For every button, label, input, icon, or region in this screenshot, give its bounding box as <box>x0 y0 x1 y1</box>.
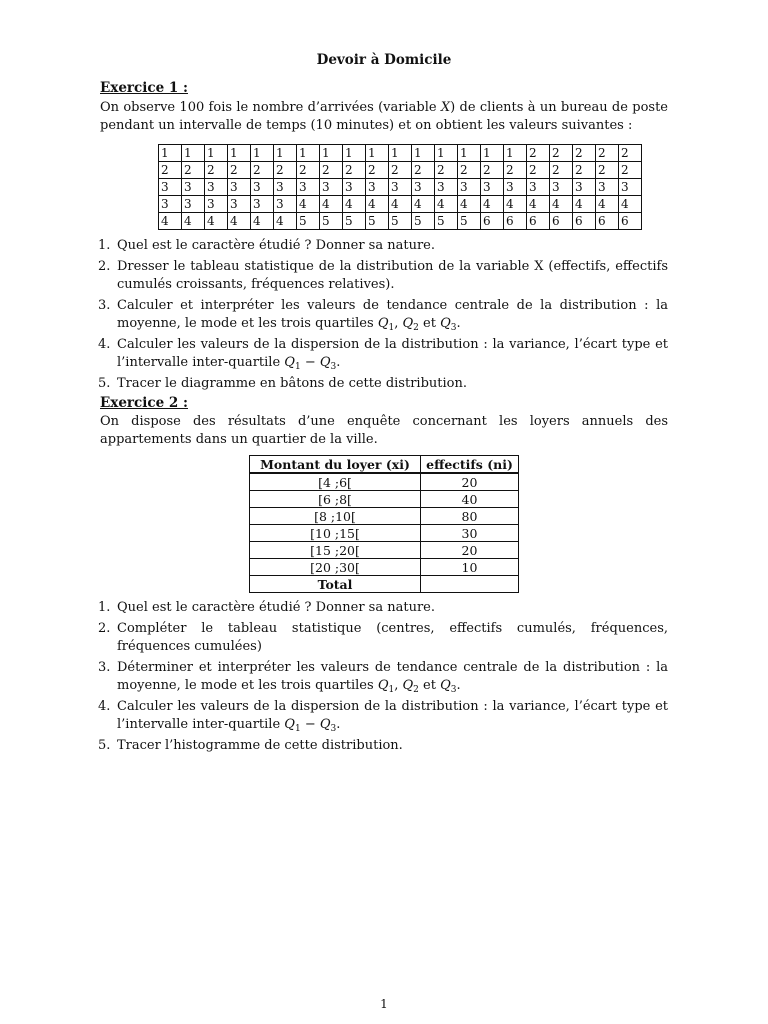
observation-cell: 4 <box>435 196 458 213</box>
observation-cell: 4 <box>573 196 596 213</box>
math-q: Q <box>319 355 331 370</box>
observations-table <box>158 144 642 230</box>
observation-cell: 2 <box>159 162 182 179</box>
observation-cell: 5 <box>435 213 458 230</box>
period: . <box>336 717 341 732</box>
observation-cell: 3 <box>481 179 504 196</box>
question-text: Tracer l’histogramme de cette distribution. <box>117 738 403 753</box>
observation-cell: 2 <box>527 145 550 162</box>
observation-cell: 2 <box>412 162 435 179</box>
observation-cell: 1 <box>205 145 228 162</box>
class-interval: [20 ;30[ <box>250 559 421 576</box>
total-label: Total <box>250 576 421 593</box>
observation-cell: 2 <box>228 162 251 179</box>
observation-cell: 3 <box>251 196 274 213</box>
observation-cell: 1 <box>389 145 412 162</box>
observation-cell: 4 <box>274 213 297 230</box>
observation-cell: 5 <box>320 213 343 230</box>
observation-cell: 3 <box>205 179 228 196</box>
question-item <box>98 336 668 372</box>
question-item <box>98 297 668 333</box>
table-row <box>159 179 642 196</box>
observation-cell: 1 <box>458 145 481 162</box>
question-number: 3. <box>98 298 111 313</box>
question-number: 4. <box>98 699 111 714</box>
observation-cell: 2 <box>550 162 573 179</box>
math-subscript: 2 <box>413 685 419 695</box>
observation-cell: 2 <box>596 145 619 162</box>
period: . <box>456 678 461 693</box>
observation-cell: 3 <box>182 196 205 213</box>
observation-cell: 6 <box>504 213 527 230</box>
math-subscript: 1 <box>294 362 301 372</box>
frequency: 80 <box>421 508 519 525</box>
observation-cell: 2 <box>205 162 228 179</box>
class-interval: [8 ;10[ <box>250 508 421 525</box>
observation-cell: 4 <box>205 213 228 230</box>
separator: et <box>418 316 441 331</box>
observation-cell: 3 <box>596 179 619 196</box>
table-row <box>250 473 519 491</box>
observation-cell: 2 <box>619 162 642 179</box>
observation-cell: 3 <box>228 196 251 213</box>
observation-cell: 4 <box>596 196 619 213</box>
question-text: Dresser le tableau statistique de la distribution de la variable X (effectifs, effectifs cumulés croissants, fréquences relatives). <box>117 259 668 292</box>
observation-cell: 3 <box>251 179 274 196</box>
observation-cell: 4 <box>389 196 412 213</box>
math-q: Q <box>402 678 414 693</box>
observation-cell: 2 <box>550 145 573 162</box>
class-interval: [10 ;15[ <box>250 525 421 542</box>
math-subscript: 3 <box>330 724 337 734</box>
question-item <box>98 659 668 695</box>
observation-cell: 3 <box>504 179 527 196</box>
header-effectifs: effectifs (ni) <box>421 456 519 474</box>
math-subscript: 3 <box>450 323 457 333</box>
observation-cell: 4 <box>412 196 435 213</box>
exercice-2-heading: Exercice 2 : <box>100 395 188 411</box>
observation-cell: 2 <box>343 162 366 179</box>
observation-cell: 4 <box>228 213 251 230</box>
observation-cell: 6 <box>550 213 573 230</box>
question-text: Tracer le diagramme en bâtons de cette distribution. <box>117 376 467 391</box>
question-item <box>98 375 668 393</box>
question-number: 4. <box>98 337 111 352</box>
question-text: Calculer les valeurs de la dispersion de la distribution : la variance, l’écart type et l’intervalle inter-quartile <box>117 337 668 370</box>
observation-cell: 4 <box>343 196 366 213</box>
observation-cell: 1 <box>435 145 458 162</box>
question-text: Compléter le tableau statistique (centres, effectifs cumulés, fréquences, fréquences cumulées) <box>117 621 668 654</box>
observation-cell: 1 <box>504 145 527 162</box>
math-subscript: 2 <box>413 323 419 333</box>
observation-cell: 4 <box>458 196 481 213</box>
total-value <box>421 576 519 593</box>
observation-cell: 1 <box>251 145 274 162</box>
observation-cell: 2 <box>504 162 527 179</box>
observation-cell: 5 <box>412 213 435 230</box>
observation-cell: 2 <box>458 162 481 179</box>
exercice-1-questions <box>98 237 668 396</box>
question-number: 5. <box>98 376 111 391</box>
question-item <box>98 258 668 294</box>
observation-cell: 2 <box>274 162 297 179</box>
observation-cell: 3 <box>412 179 435 196</box>
exercice-1-intro <box>100 99 668 135</box>
observation-cell: 2 <box>573 162 596 179</box>
observation-cell: 2 <box>435 162 458 179</box>
observation-cell: 6 <box>573 213 596 230</box>
observation-cell: 3 <box>435 179 458 196</box>
page-number: 1 <box>380 997 388 1011</box>
observation-cell: 3 <box>550 179 573 196</box>
observation-cell: 3 <box>458 179 481 196</box>
question-text: Calculer les valeurs de la dispersion de la distribution : la variance, l’écart type et l’intervalle inter-quartile <box>117 699 668 732</box>
observation-cell: 2 <box>297 162 320 179</box>
table-row <box>159 162 642 179</box>
observation-cell: 3 <box>527 179 550 196</box>
page-title: Devoir à Domicile <box>316 52 452 68</box>
observation-cell: 3 <box>159 196 182 213</box>
class-interval: [15 ;20[ <box>250 542 421 559</box>
question-item <box>98 237 668 255</box>
observation-cell: 4 <box>182 213 205 230</box>
observation-cell: 1 <box>297 145 320 162</box>
observation-cell: 3 <box>182 179 205 196</box>
intro-text-part2: ) de clients à un bureau de poste pendant un intervalle de temps (10 minutes) et on obtient les valeurs suivantes : <box>100 100 668 133</box>
observation-cell: 5 <box>343 213 366 230</box>
question-item <box>98 599 668 617</box>
observation-cell: 2 <box>182 162 205 179</box>
observation-cell: 5 <box>297 213 320 230</box>
observation-cell: 3 <box>159 179 182 196</box>
observation-cell: 3 <box>205 196 228 213</box>
observation-cell: 1 <box>366 145 389 162</box>
math-subscript: 3 <box>450 685 457 695</box>
table-row <box>250 542 519 559</box>
frequency: 30 <box>421 525 519 542</box>
question-text: Déterminer et interpréter les valeurs de tendance centrale de la distribution : la moyenne, le mode et les trois quartiles <box>117 660 668 693</box>
observation-cell: 6 <box>596 213 619 230</box>
observation-cell: 2 <box>320 162 343 179</box>
exercice-2-intro: On dispose des résultats d’une enquête concernant les loyers annuels des appartements dans un quartier de la ville. <box>100 414 668 447</box>
observation-cell: 5 <box>458 213 481 230</box>
observation-cell: 1 <box>159 145 182 162</box>
table-row <box>250 559 519 576</box>
question-text: Calculer et interpréter les valeurs de tendance centrale de la distribution : la moyenne, le mode et les trois quartiles <box>117 298 668 331</box>
observation-cell: 3 <box>573 179 596 196</box>
exercice-1-heading: Exercice 1 : <box>100 80 188 96</box>
observation-cell: 4 <box>159 213 182 230</box>
observation-cell: 3 <box>343 179 366 196</box>
math-subscript: 3 <box>330 362 337 372</box>
observation-cell: 3 <box>366 179 389 196</box>
class-interval: [6 ;8[ <box>250 491 421 508</box>
observation-cell: 4 <box>297 196 320 213</box>
question-number: 2. <box>98 259 111 274</box>
observation-cell: 5 <box>389 213 412 230</box>
intro-text-part1: On observe 100 fois le nombre d’arrivées (variable <box>100 100 441 115</box>
math-q: Q <box>377 316 389 331</box>
observation-cell: 4 <box>504 196 527 213</box>
observation-cell: 3 <box>274 196 297 213</box>
table-row <box>250 525 519 542</box>
observation-cell: 1 <box>343 145 366 162</box>
observation-cell: 4 <box>366 196 389 213</box>
table-row <box>250 508 519 525</box>
math-subscript: 1 <box>388 323 395 333</box>
math-q: Q <box>440 316 451 331</box>
observation-cell: 1 <box>182 145 205 162</box>
observation-cell: 1 <box>274 145 297 162</box>
minus-sign: − <box>300 355 320 370</box>
math-q: Q <box>284 717 295 732</box>
observation-cell: 3 <box>228 179 251 196</box>
period: . <box>336 355 341 370</box>
observation-cell: 2 <box>251 162 274 179</box>
math-q: Q <box>440 678 451 693</box>
period: . <box>456 316 461 331</box>
observation-cell: 2 <box>596 162 619 179</box>
total-row <box>250 576 519 593</box>
observation-cell: 4 <box>481 196 504 213</box>
question-number: 5. <box>98 738 111 753</box>
separator: et <box>418 678 441 693</box>
observation-cell: 5 <box>366 213 389 230</box>
question-text: Quel est le caractère étudié ? Donner sa nature. <box>117 238 435 253</box>
table-row <box>159 196 642 213</box>
exercice-2-questions <box>98 599 668 758</box>
frequency: 40 <box>421 491 519 508</box>
math-q: Q <box>377 678 389 693</box>
question-item <box>98 620 668 656</box>
observation-cell: 4 <box>619 196 642 213</box>
question-number: 1. <box>98 238 111 253</box>
math-subscript: 1 <box>388 685 395 695</box>
observation-cell: 1 <box>412 145 435 162</box>
observation-cell: 1 <box>320 145 343 162</box>
frequency: 10 <box>421 559 519 576</box>
observation-cell: 2 <box>389 162 412 179</box>
header-montant: Montant du loyer (xi) <box>250 456 421 474</box>
observation-cell: 4 <box>550 196 573 213</box>
observation-cell: 2 <box>619 145 642 162</box>
separator: , <box>394 316 403 331</box>
observation-cell: 3 <box>389 179 412 196</box>
variable-x: X <box>440 100 451 115</box>
observation-cell: 1 <box>228 145 251 162</box>
table-row <box>159 213 642 230</box>
observation-cell: 6 <box>619 213 642 230</box>
observation-cell: 4 <box>527 196 550 213</box>
observation-cell: 2 <box>366 162 389 179</box>
observation-cell: 2 <box>527 162 550 179</box>
question-text: Quel est le caractère étudié ? Donner sa nature. <box>117 600 435 615</box>
math-q: Q <box>402 316 414 331</box>
observation-cell: 2 <box>481 162 504 179</box>
table-header-row <box>250 456 519 474</box>
separator: , <box>394 678 403 693</box>
observation-cell: 3 <box>297 179 320 196</box>
question-item <box>98 737 668 755</box>
frequency: 20 <box>421 473 519 491</box>
minus-sign: − <box>300 717 320 732</box>
observation-cell: 1 <box>481 145 504 162</box>
observation-cell: 3 <box>320 179 343 196</box>
class-interval: [4 ;6[ <box>250 473 421 491</box>
observation-cell: 6 <box>527 213 550 230</box>
math-q: Q <box>319 717 331 732</box>
loyer-table <box>249 455 519 593</box>
question-item <box>98 698 668 734</box>
table-row <box>250 491 519 508</box>
question-number: 1. <box>98 600 111 615</box>
observation-cell: 2 <box>573 145 596 162</box>
observation-cell: 4 <box>320 196 343 213</box>
table-row <box>159 145 642 162</box>
question-number: 2. <box>98 621 111 636</box>
math-q: Q <box>284 355 295 370</box>
observation-cell: 4 <box>251 213 274 230</box>
observation-cell: 3 <box>274 179 297 196</box>
observation-cell: 3 <box>619 179 642 196</box>
observation-cell: 6 <box>481 213 504 230</box>
frequency: 20 <box>421 542 519 559</box>
question-number: 3. <box>98 660 111 675</box>
math-subscript: 1 <box>294 724 301 734</box>
